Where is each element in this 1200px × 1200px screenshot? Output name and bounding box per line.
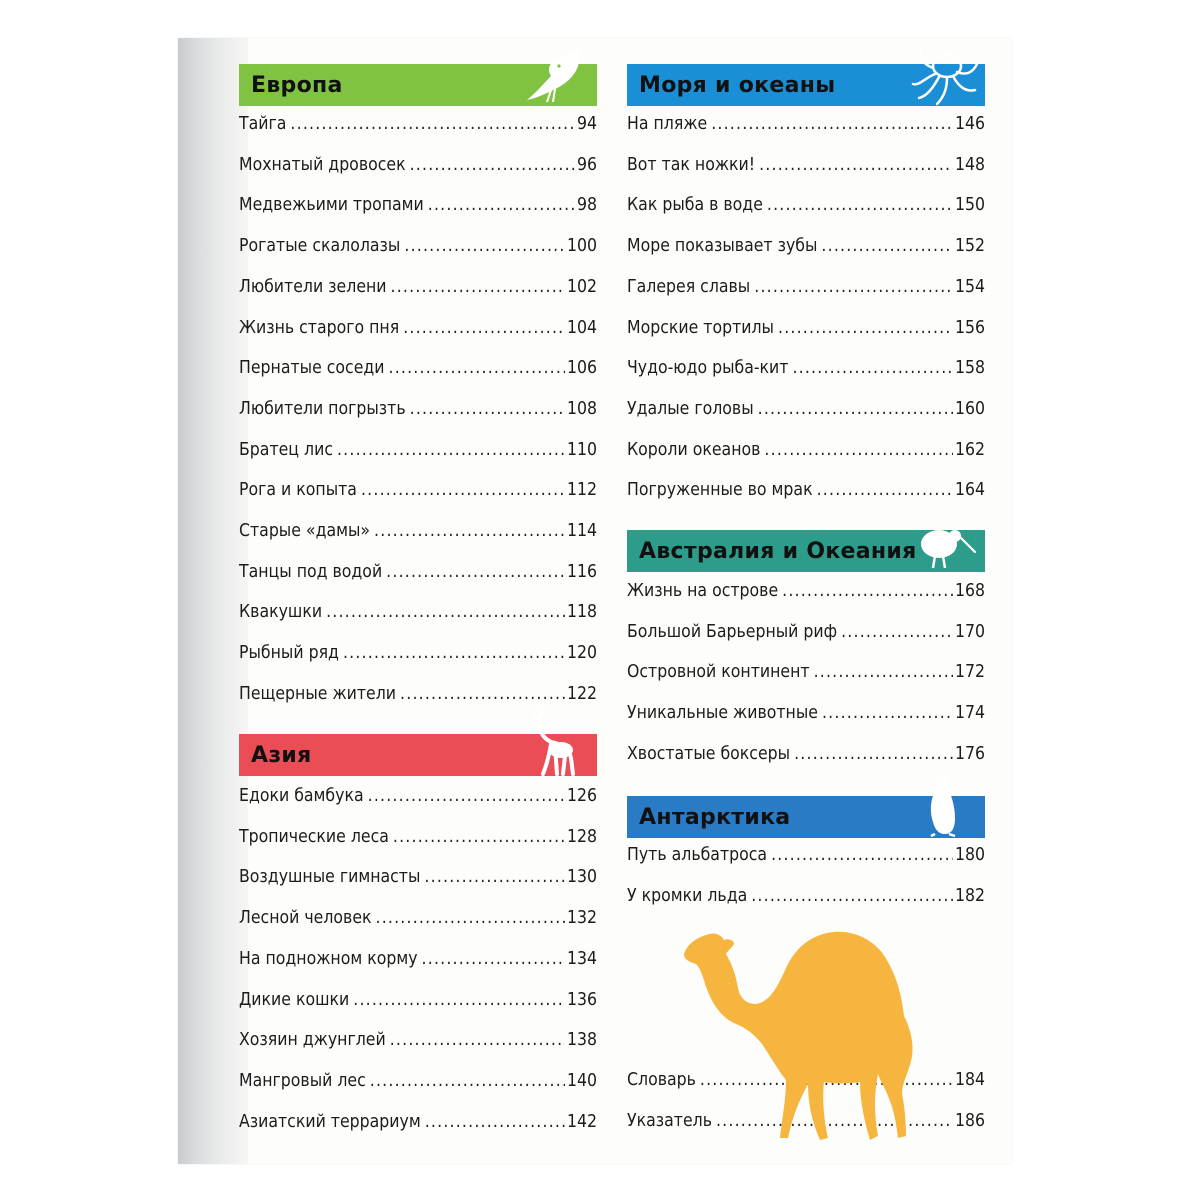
toc-entry [239, 602, 597, 628]
toc-entry [627, 703, 985, 729]
toc-entry-title: Братец лис [239, 439, 333, 460]
penguin-icon [909, 772, 979, 838]
kiwi-icon [909, 512, 979, 572]
toc-entry-page: 182 [954, 885, 985, 906]
toc-entry-page: 168 [954, 581, 985, 601]
toc-entry-title: Тропические леса [239, 826, 389, 847]
toc-entry-title: Хвостатые боксеры [627, 743, 791, 764]
section-header-seas [627, 64, 985, 106]
toc-entry [239, 867, 597, 893]
toc-entry-page: 150 [954, 195, 985, 216]
book-spine-shadow [178, 38, 248, 1164]
toc-entry-title: Короли океанов [627, 439, 761, 460]
toc-leader-dots [751, 886, 953, 906]
section-title: Европа [251, 72, 343, 98]
toc-entry [627, 195, 985, 221]
toc-entry [239, 1030, 597, 1056]
toc-leader-dots [754, 277, 953, 297]
toc-entry-page: 128 [566, 826, 597, 847]
toc-entry-title: Пещерные жители [239, 683, 397, 704]
toc-entry [239, 277, 597, 303]
toc-entry-page: 140 [566, 1070, 597, 1091]
toc-entry-page: 118 [566, 602, 597, 623]
toc-entry-title: Путь альбатроса [627, 845, 768, 865]
toc-leader-dots [410, 399, 565, 419]
toc-entry-page: 172 [954, 662, 985, 683]
toc-entry-title: Танцы под водой [239, 561, 383, 582]
toc-entry [627, 845, 985, 871]
toc-entry-page: 132 [566, 908, 597, 929]
toc-entry-page: 120 [566, 643, 597, 664]
toc-entry-title: Жизнь на острове [627, 581, 779, 601]
toc-entry-page: 174 [954, 703, 985, 724]
section-title: Австралия и Океания [639, 538, 917, 564]
toc-leader-dots [337, 440, 565, 460]
toc-leader-dots [290, 114, 575, 134]
toc-entry-page: 104 [566, 317, 597, 338]
toc-leader-dots [404, 236, 565, 256]
toc-entry-title: Рогатые скалолазы [239, 236, 401, 257]
toc-leader-dots [424, 867, 565, 887]
toc-leader-dots [389, 358, 565, 378]
toc-entry-title: На пляже [627, 114, 708, 134]
toc-entry-title: Лесной человек [239, 908, 372, 929]
toc-entry [627, 114, 985, 140]
toc-leader-dots [758, 399, 953, 419]
toc-entry [239, 195, 597, 221]
toc-entry-page: 156 [954, 317, 985, 338]
toc-leader-dots [368, 786, 565, 806]
toc-entry [627, 622, 985, 648]
toc-entry-page: 136 [566, 989, 597, 1010]
toc-entry-title: Жизнь старого пня [239, 317, 400, 338]
toc-entry [627, 318, 985, 344]
toc-entry [239, 236, 597, 262]
section-header-australia [627, 530, 985, 572]
toc-entry [627, 440, 985, 466]
camel-illustration [674, 924, 924, 1154]
contents-page [178, 38, 1012, 1164]
toc-entry [239, 399, 597, 425]
toc-entry [239, 440, 597, 466]
toc-leader-dots [343, 643, 565, 663]
toc-entry-title: У кромки льда [627, 885, 748, 906]
section-title: Моря и океаны [639, 72, 836, 98]
toc-leader-dots [841, 622, 953, 642]
toc-leader-dots [822, 703, 953, 723]
toc-entry-title: Едоки бамбука [239, 786, 364, 806]
toc-entry-title: Большой Барьерный риф [627, 621, 838, 642]
toc-entry-title: На подножном корму [239, 948, 418, 969]
toc-leader-dots [376, 908, 565, 928]
toc-leader-dots [767, 195, 953, 215]
toc-entry [239, 786, 597, 812]
toc-entry-title: Морские тортилы [627, 317, 774, 338]
toc-entry [627, 744, 985, 770]
toc-entry-title: Любители погрызть [239, 398, 406, 419]
toc-leader-dots [400, 684, 565, 704]
toc-entry-title: Воздушные гимнасты [239, 867, 421, 888]
toc-leader-dots [764, 440, 953, 460]
toc-entry-title: Уникальные животные [627, 703, 818, 724]
toc-entry [239, 827, 597, 853]
toc-entry-title: Чудо-юдо рыба-кит [627, 358, 789, 379]
toc-entry-page: 114 [566, 521, 597, 541]
toc-entry [627, 581, 985, 607]
toc-leader-dots [711, 114, 953, 134]
section-header-asia [239, 734, 597, 776]
toc-entry-page: 184 [954, 1070, 985, 1090]
toc-entry-title: Квакушки [239, 602, 323, 623]
toc-entry [239, 562, 597, 588]
toc-leader-dots [386, 562, 565, 582]
toc-entry [627, 886, 985, 912]
toc-leader-dots [370, 1071, 565, 1091]
toc-entry-page: 112 [566, 480, 597, 501]
toc-entry [627, 277, 985, 303]
bird-icon [521, 46, 591, 106]
toc-entry-page: 100 [566, 236, 597, 257]
toc-leader-dots [390, 1030, 565, 1050]
section-title: Азия [251, 742, 312, 768]
toc-entry [239, 358, 597, 384]
toc-entry-page: 142 [566, 1111, 597, 1132]
toc-entry-title: Рыбный ряд [239, 643, 339, 664]
toc-leader-dots [792, 358, 953, 378]
toc-entry-title: Галерея славы [627, 276, 751, 297]
toc-entry-title: Вот так ножки! [627, 154, 756, 175]
toc-leader-dots [326, 602, 565, 622]
toc-leader-dots [425, 1112, 565, 1132]
toc-entry-title: Хозяин джунглей [239, 1030, 386, 1051]
toc-entry-page: 186 [954, 1110, 985, 1131]
toc-leader-dots [361, 480, 565, 500]
toc-entry-title: Мангровый лес [239, 1070, 366, 1091]
toc-entry-title: Как рыба в воде [627, 195, 763, 216]
toc-entry [627, 480, 985, 506]
toc-entry-page: 122 [566, 683, 597, 704]
toc-entry [239, 949, 597, 975]
toc-entry [239, 908, 597, 934]
toc-entry-page: 180 [954, 845, 985, 865]
toc-entry-page: 146 [954, 114, 985, 134]
toc-entry-title: Медвежьими тропами [239, 195, 424, 216]
toc-leader-dots [428, 195, 575, 215]
toc-entry [239, 1071, 597, 1097]
toc-leader-dots [778, 318, 953, 338]
monkey-icon [521, 704, 591, 776]
toc-entry [239, 480, 597, 506]
toc-entry-page: 134 [566, 948, 597, 969]
toc-entry-title: Любители зелени [239, 276, 387, 297]
toc-leader-dots [771, 845, 953, 865]
toc-leader-dots [374, 521, 565, 541]
toc-leader-dots [353, 990, 565, 1010]
toc-entry-title: Островной континент [627, 662, 810, 683]
toc-entry-page: 108 [566, 398, 597, 419]
toc-entry [239, 521, 597, 547]
toc-leader-dots [817, 480, 953, 500]
toc-entry-page: 98 [576, 195, 597, 216]
toc-entry-page: 160 [954, 398, 985, 419]
toc-leader-dots [391, 277, 565, 297]
toc-entry-page: 96 [576, 154, 597, 175]
toc-leader-dots [759, 155, 953, 175]
toc-entry-page: 116 [566, 561, 597, 582]
toc-entry-title: Старые «дамы» [239, 521, 371, 541]
section-title: Антарктика [639, 804, 791, 830]
toc-entry-page: 152 [954, 236, 985, 257]
toc-entry-page: 154 [954, 276, 985, 297]
toc-entry-page: 110 [566, 439, 597, 460]
toc-leader-dots [393, 827, 565, 847]
toc-entry [239, 318, 597, 344]
toc-leader-dots [422, 949, 565, 969]
toc-entry [627, 662, 985, 688]
toc-entry-page: 138 [566, 1030, 597, 1051]
toc-entry-page: 106 [566, 358, 597, 379]
toc-entry-page: 176 [954, 743, 985, 764]
section-header-antarctica [627, 796, 985, 838]
toc-leader-dots [814, 662, 953, 682]
toc-entry [627, 399, 985, 425]
toc-entry-page: 102 [566, 276, 597, 297]
octopus-icon [909, 46, 979, 106]
toc-entry-page: 164 [954, 480, 985, 501]
toc-entry-title: Указатель [627, 1110, 712, 1131]
toc-entry-title: Удалые головы [627, 398, 754, 419]
toc-entry-title: Словарь [627, 1070, 696, 1090]
toc-entry-page: 148 [954, 154, 985, 175]
toc-entry [627, 358, 985, 384]
toc-entry [239, 155, 597, 181]
toc-entry [239, 990, 597, 1016]
toc-entry-title: Азиатский террариум [239, 1111, 421, 1132]
toc-leader-dots [821, 236, 953, 256]
toc-leader-dots [794, 744, 953, 764]
toc-leader-dots [782, 581, 953, 601]
toc-entry-page: 130 [566, 867, 597, 888]
toc-entry-title: Мохнатый дровосек [239, 154, 406, 175]
toc-entry-title: Рога и копыта [239, 480, 357, 501]
toc-entry-title: Пернатые соседи [239, 358, 385, 379]
toc-entry-page: 162 [954, 439, 985, 460]
toc-entry-title: Море показывает зубы [627, 236, 818, 257]
toc-entry-page: 126 [566, 786, 597, 806]
toc-entry [239, 643, 597, 669]
toc-entry-page: 158 [954, 358, 985, 379]
toc-leader-dots [403, 318, 565, 338]
toc-entry-title: Дикие кошки [239, 989, 350, 1010]
toc-leader-dots [410, 155, 575, 175]
toc-entry [239, 1112, 597, 1138]
toc-entry [627, 236, 985, 262]
toc-entry [239, 114, 597, 140]
section-header-europe [239, 64, 597, 106]
toc-entry-page: 94 [576, 114, 597, 134]
toc-entry-title: Тайга [239, 114, 287, 134]
toc-entry-title: Погруженные во мрак [627, 480, 813, 501]
toc-entry [627, 155, 985, 181]
toc-entry-page: 170 [954, 621, 985, 642]
